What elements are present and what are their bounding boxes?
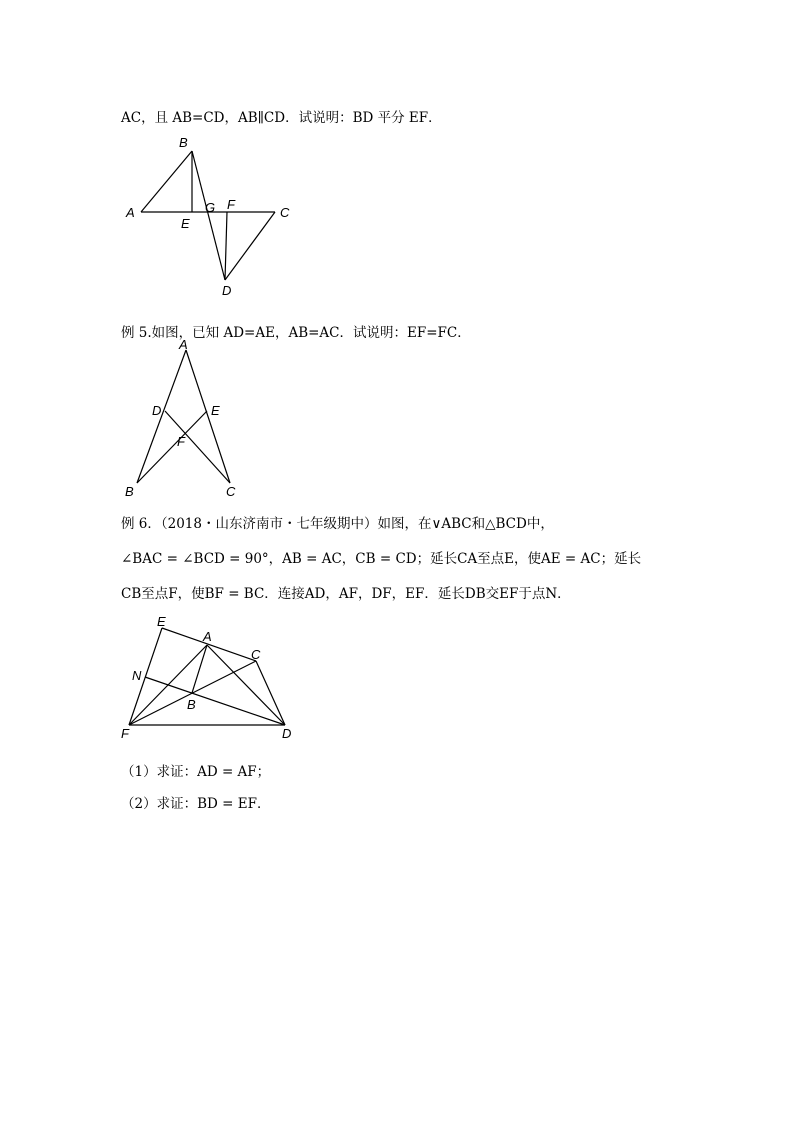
label-A: A bbox=[203, 629, 212, 644]
label-D: D bbox=[282, 726, 292, 741]
example6-line-3: CB至点F，使BF = BC．连接AD，AF，DF，EF．延长DB交EF于点N． bbox=[121, 586, 571, 602]
label-D: D bbox=[222, 283, 232, 298]
segment-CD bbox=[225, 212, 275, 280]
label-F: F bbox=[121, 726, 129, 741]
segment-CD bbox=[256, 661, 285, 725]
label-C: C bbox=[280, 205, 290, 220]
segment-ND bbox=[145, 677, 285, 725]
label-E: E bbox=[211, 403, 220, 418]
figure-2-diagram bbox=[120, 336, 250, 501]
label-F: F bbox=[177, 434, 185, 449]
segment-AC bbox=[186, 350, 230, 483]
label-F: F bbox=[227, 197, 235, 212]
segment-FD bbox=[225, 212, 227, 280]
example5-text: 例 5.如图，已知 AD=AE，AB=AC．试说明：EF=FC． bbox=[121, 325, 471, 341]
label-A: A bbox=[126, 205, 135, 220]
example6-line-1: 例 6．（2018・山东济南市・七年级期中）如图，在∨ABC和△BCD中， bbox=[121, 516, 554, 532]
label-B: B bbox=[187, 697, 196, 712]
label-B: B bbox=[179, 135, 188, 150]
label-D: D bbox=[152, 403, 162, 418]
example6-line-2: ∠BAC = ∠BCD = 90°，AB = AC，CB = CD；延长CA至点E，使AE = AC；延长 bbox=[121, 551, 642, 567]
label-C: C bbox=[226, 484, 236, 499]
question-2: （2）求证：BD = EF． bbox=[121, 796, 271, 812]
problem4-text: AC，且 AB=CD，AB∥CD．试说明：BD 平分 EF． bbox=[121, 110, 442, 126]
label-G: G bbox=[205, 200, 216, 215]
label-C: C bbox=[251, 647, 261, 662]
label-A: A bbox=[179, 337, 188, 352]
segment-AB bbox=[141, 151, 192, 212]
segment-EB bbox=[137, 411, 207, 483]
label-N: N bbox=[132, 668, 142, 683]
figure-3-diagram bbox=[118, 612, 303, 742]
label-B: B bbox=[125, 484, 134, 499]
segment-AB bbox=[137, 350, 186, 483]
segment-BD bbox=[192, 151, 225, 280]
label-E: E bbox=[181, 216, 190, 231]
segment-DC bbox=[165, 411, 230, 483]
question-1: （1）求证：AD = AF； bbox=[121, 764, 271, 780]
figure-1-diagram bbox=[120, 130, 310, 305]
label-E: E bbox=[157, 614, 166, 629]
